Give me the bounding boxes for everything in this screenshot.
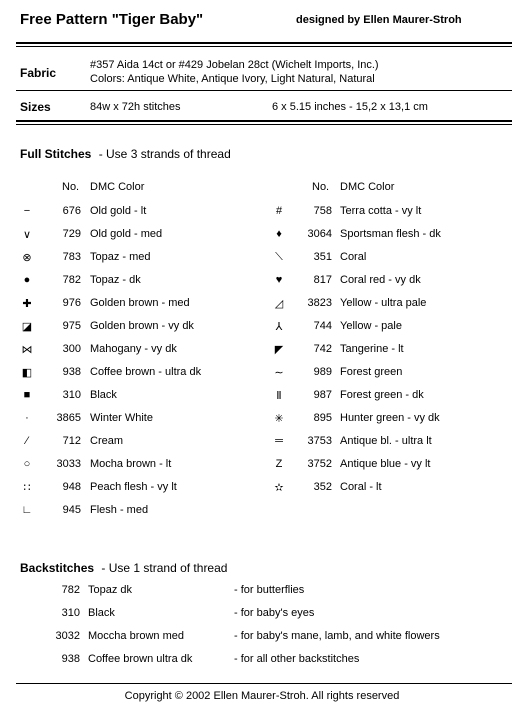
header-rule-top [16,42,512,44]
dmc-number: 945 [62,504,81,516]
fabric-line-1: #357 Aida 14ct or #429 Jobelan 28ct (Wichelt Imports, Inc.) [90,59,379,71]
dmc-color-name: Mahogany - vy dk [90,343,177,355]
backstitch-usage: - for butterflies [234,584,305,596]
backstitches-heading [20,561,227,575]
dmc-number: 976 [62,297,81,309]
backstitch-color-name: Moccha brown med [88,630,184,642]
dmc-number: 712 [62,435,81,447]
full-stitches-note: - Use 3 strands of thread [98,147,231,161]
dmc-number: 948 [62,481,81,493]
stitch-symbol: ═ [275,435,283,447]
backstitch-number: 938 [61,653,80,665]
dmc-number: 817 [313,274,332,286]
dmc-number: 352 [313,481,332,493]
dmc-color-name: Golden brown - med [90,297,190,309]
stitch-symbol: ■ [23,389,31,401]
dmc-color-name: Antique blue - vy lt [340,458,431,470]
stitch-symbol: # [275,205,283,217]
sizes-rule-bottom [16,124,512,125]
col-color-left: DMC Color [90,181,145,193]
stitch-symbol: ○ [23,458,31,470]
backstitch-number: 310 [61,607,80,619]
fabric-line-2: Colors: Antique White, Antique Ivory, Light Natural, Natural [90,73,375,85]
full-stitches-heading [20,147,231,161]
stitch-symbol: ◿ [274,298,284,310]
dmc-color-name: Coral - lt [340,481,382,493]
dmc-color-name: Yellow - ultra pale [340,297,427,309]
stitch-symbol: ⅄ [275,321,283,333]
dmc-number: 3064 [307,228,332,240]
col-no-left: No. [62,181,80,193]
backstitch-number: 782 [61,584,80,596]
sizes-label: Sizes [20,100,51,114]
dmc-color-name: Old gold - med [90,228,163,240]
stitch-symbol: ∟ [21,504,33,516]
stitch-symbol: Z [275,458,283,470]
dmc-color-name: Forest green - dk [340,389,424,401]
dmc-color-name: Winter White [90,412,153,424]
stitch-symbol: ⟍ [275,251,283,263]
dmc-color-name: Mocha brown - lt [90,458,172,470]
dmc-number: 310 [62,389,81,401]
dmc-number: 3823 [307,297,332,309]
backstitches-label: Backstitches [20,561,95,575]
backstitch-color-name: Coffee brown ultra dk [88,653,193,665]
sizes-dimensions: 6 x 5.15 inches - 15,2 x 13,1 cm [272,101,428,113]
dmc-color-name: Terra cotta - vy lt [340,205,422,217]
dmc-color-name: Old gold - lt [90,205,147,217]
sizes-rule-top [16,120,512,122]
stitch-symbol: ◪ [21,321,33,333]
stitch-symbol: Ⅱ [276,390,282,402]
dmc-color-name: Antique bl. - ultra lt [340,435,432,447]
sizes-stitches: 84w x 72h stitches [90,101,181,113]
stitch-symbol: ♥ [275,274,283,286]
stitch-symbol: ◤ [274,344,284,356]
stitch-symbol: − [23,205,31,217]
dmc-color-name: Coral red - vy dk [340,274,421,286]
dmc-color-name: Golden brown - vy dk [90,320,194,332]
dmc-color-name: Tangerine - lt [340,343,404,355]
dmc-color-name: Forest green [340,366,403,378]
dmc-color-name: Topaz - dk [90,274,141,286]
dmc-number: 744 [313,320,332,332]
dmc-color-name: Yellow - pale [340,320,402,332]
stitch-symbol: ⊗ [22,252,32,264]
backstitch-color-name: Black [88,607,115,619]
stitch-symbol: ∨ [22,229,32,241]
footer-rule [16,683,512,684]
backstitch-color-name: Topaz dk [88,584,133,596]
stitch-symbol: ◧ [21,367,33,379]
dmc-color-name: Coral [340,251,367,263]
fabric-divider [16,90,512,91]
stitch-symbol: ♦ [276,228,282,240]
backstitch-usage: - for baby's eyes [234,607,315,619]
backstitches-note: - Use 1 strand of thread [101,561,228,575]
stitch-symbol: ✫ [274,482,284,494]
stitch-symbol: ∼ [274,367,284,379]
stitch-symbol: ✚ [22,298,32,310]
dmc-number: 975 [62,320,81,332]
dmc-number: 300 [62,343,81,355]
stitch-symbol: ⋈ [21,344,33,356]
dmc-number: 782 [62,274,81,286]
stitch-symbol: ⁄ [26,435,28,447]
dmc-number: 783 [62,251,81,263]
dmc-number: 987 [313,389,332,401]
dmc-color-name: Flesh - med [90,504,149,516]
designer-credit: designed by Ellen Maurer-Stroh [296,14,462,26]
copyright: Copyright © 2002 Ellen Maurer-Stroh. All rights reserved [124,690,400,702]
dmc-color-name: Black [90,389,117,401]
dmc-number: 3865 [56,412,81,424]
dmc-number: 351 [313,251,332,263]
col-color-right: DMC Color [340,181,395,193]
header-rule-bottom [16,46,512,47]
col-no-right: No. [312,181,330,193]
dmc-number: 676 [62,205,81,217]
dmc-color-name: Sportsman flesh - dk [340,228,441,240]
backstitch-usage: - for baby's mane, lamb, and white flowers [234,630,440,642]
stitch-symbol: · [25,412,29,424]
dmc-color-name: Peach flesh - vy lt [90,481,177,493]
dmc-number: 989 [313,366,332,378]
stitch-symbol: ∷ [23,482,31,494]
backstitch-usage: - for all other backstitches [234,653,360,665]
full-stitches-label: Full Stitches [20,147,92,161]
dmc-color-name: Coffee brown - ultra dk [90,366,202,378]
fabric-label: Fabric [20,66,57,80]
dmc-number: 3753 [307,435,332,447]
dmc-number: 895 [313,412,332,424]
page-title: Free Pattern "Tiger Baby" [20,11,204,28]
dmc-number: 758 [313,205,332,217]
stitch-symbol: ✳ [274,413,284,425]
stitch-symbol: ● [23,274,31,286]
dmc-number: 742 [313,343,332,355]
dmc-number: 729 [62,228,81,240]
dmc-color-name: Topaz - med [90,251,151,263]
dmc-number: 3752 [307,458,332,470]
dmc-number: 938 [62,366,81,378]
backstitch-number: 3032 [55,630,80,642]
dmc-number: 3033 [56,458,81,470]
dmc-color-name: Cream [90,435,124,447]
dmc-color-name: Hunter green - vy dk [340,412,440,424]
